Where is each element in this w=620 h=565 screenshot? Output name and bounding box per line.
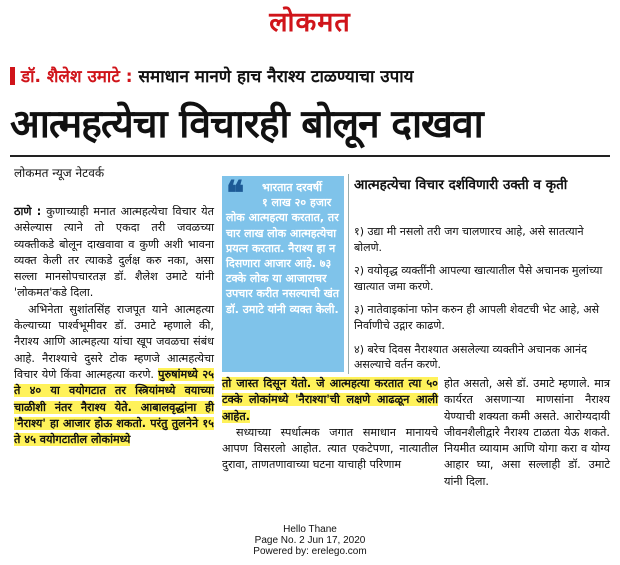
headline-rule [10,155,610,157]
column-3-text: होत असतो, असे डॉ. उमाटे म्हणाले. मात्र कार्यरत असणाऱ्या माणसांना नैराश्य येण्याची शक्यता कमी असते. आरोग्यदायी जीवनशैलीद्वारे नैराश्य टाळता येऊ शकते. नियमीत व्यायाम आणि योगा करा व योग्य आहार घ्या, असा सल्लाही डॉ. उमाटे यांनी दिला. [444,377,610,488]
footer [0,524,620,557]
footer-powered: Powered by: erelego.com [253,546,367,557]
list-item: १) उद्या मी नसलो तरी जग चालणारच आहे, असे सातत्याने बोलणे. [354,225,584,254]
signs-list [354,224,608,381]
stat-line-2: १ लाख २० हजार [262,196,332,210]
masthead-logo: लोकमत [269,7,351,38]
headline: आत्महत्येचा विचारही बोलून दाखवा [10,102,483,147]
signs-box-title: आत्महत्येचा विचार दर्शविणारी उक्ती व कृती [354,177,568,193]
article-column-3 [444,376,610,490]
list-item: ३) नातेवाइकांना फोन करुन ही आपली शेवटची भेट आहे, असे निर्वाणीचे उद्गार काढणे. [354,303,600,332]
highlight-text-2: तो जास्त दिसून येतो. जे आत्महत्या करतात त्या ५० टक्के लोकांमध्ये 'नैराश्या'ची लक्षणे आढळून आली आहेत. [222,377,438,423]
paragraph-1 [14,204,214,302]
list-item: ४) बरेच दिवस नैराश्यात असलेल्या व्यक्तीने अचानक आनंद असल्याचे वर्तन करणे. [354,342,587,372]
article-column-1 [14,204,214,448]
dateline: ठाणे : [14,205,42,218]
stat-box-text [226,180,340,317]
quote-icon: ❝ [226,174,245,214]
stat-rest: लोक आत्महत्या करतात, तर चार लाख लोक आत्महत्येचा प्रयत्न करतात. नैराश्य हा न दिसणारा आजार आहे. ७३ टक्के लोक या आजाराचर उपचार करीत नसल्याची खंत डॉ. उमाटे यांनी व्यक्त केली. [226,211,340,316]
article-column-2 [222,376,438,474]
stat-line-1: भारतात दरवर्षी [262,181,322,194]
masthead [0,2,620,42]
list-item: २) वयोवृद्ध व्यक्तींनी आपल्या खात्यातील पैसे अचानक मुलांच्या खात्यात जमा करणे. [354,264,603,293]
subheadline-name: डॉ. शैलेश उमाटे : [21,67,133,87]
byline: लोकमत न्यूज नेटवर्क [14,166,105,180]
footer-page-date: Page No. 2 Jun 17, 2020 [254,535,366,546]
subheadline [10,64,610,87]
paragraph-1-text: कुणाच्याही मनात आत्महत्येचा विचार येत असेल्यास त्याने तो एकदा तरी जवळच्या व्यक्तीकडे बोलून दाखवावा व कुणी अशी भावना व्यक्त केली तर त्याकडे दुर्लक्ष करु नका, असा सल्ला मानसोपचारतज्ञ डॉ. शैलेश उमाटे यांनी 'लोकमत'कडे दिला. [14,205,214,300]
footer-edition: Hello Thane [283,524,337,535]
subheadline-bar [10,67,15,85]
column-2-text: सध्याच्या स्पर्धात्मक जगात समाधान मानायचे आपण विसरलो आहोत. त्यात एकटेपणा, नात्यातील दुरावा, ताणतणावाच्या घटना याचाही परिणाम [222,425,438,472]
paragraph-2 [14,302,214,449]
highlight-text-1: पुरुषांमध्ये २५ ते ४० या वयोगटात तर स्त्रियांमध्ये वयाच्या चाळीशी नंतर नैराश्य येते. आबालवृद्धांना ही 'नैराश्य' हा आजार होऊ शकतो. परंतु तुलनेने १५ ते ४५ वयोगटातील लोकांमध्ये [14,367,214,447]
paragraph-2-text: अभिनेता सुशांतसिंह राजपूत याने आत्महत्या केल्याच्या पार्श्वभूमीवर डॉ. उमाटे म्हणाले की, नैराश्य आणि आत्महत्या यांचा खूप जवळचा संबंध आहे. नैराश्याचे दुसरे टोक म्हणजे आत्महत्येचा विचार येणे किंवा आत्महत्या करणे. [14,302,214,381]
subheadline-text: समाधान मानणे हाच नैराश्य टाळण्याचा उपाय [138,67,414,87]
